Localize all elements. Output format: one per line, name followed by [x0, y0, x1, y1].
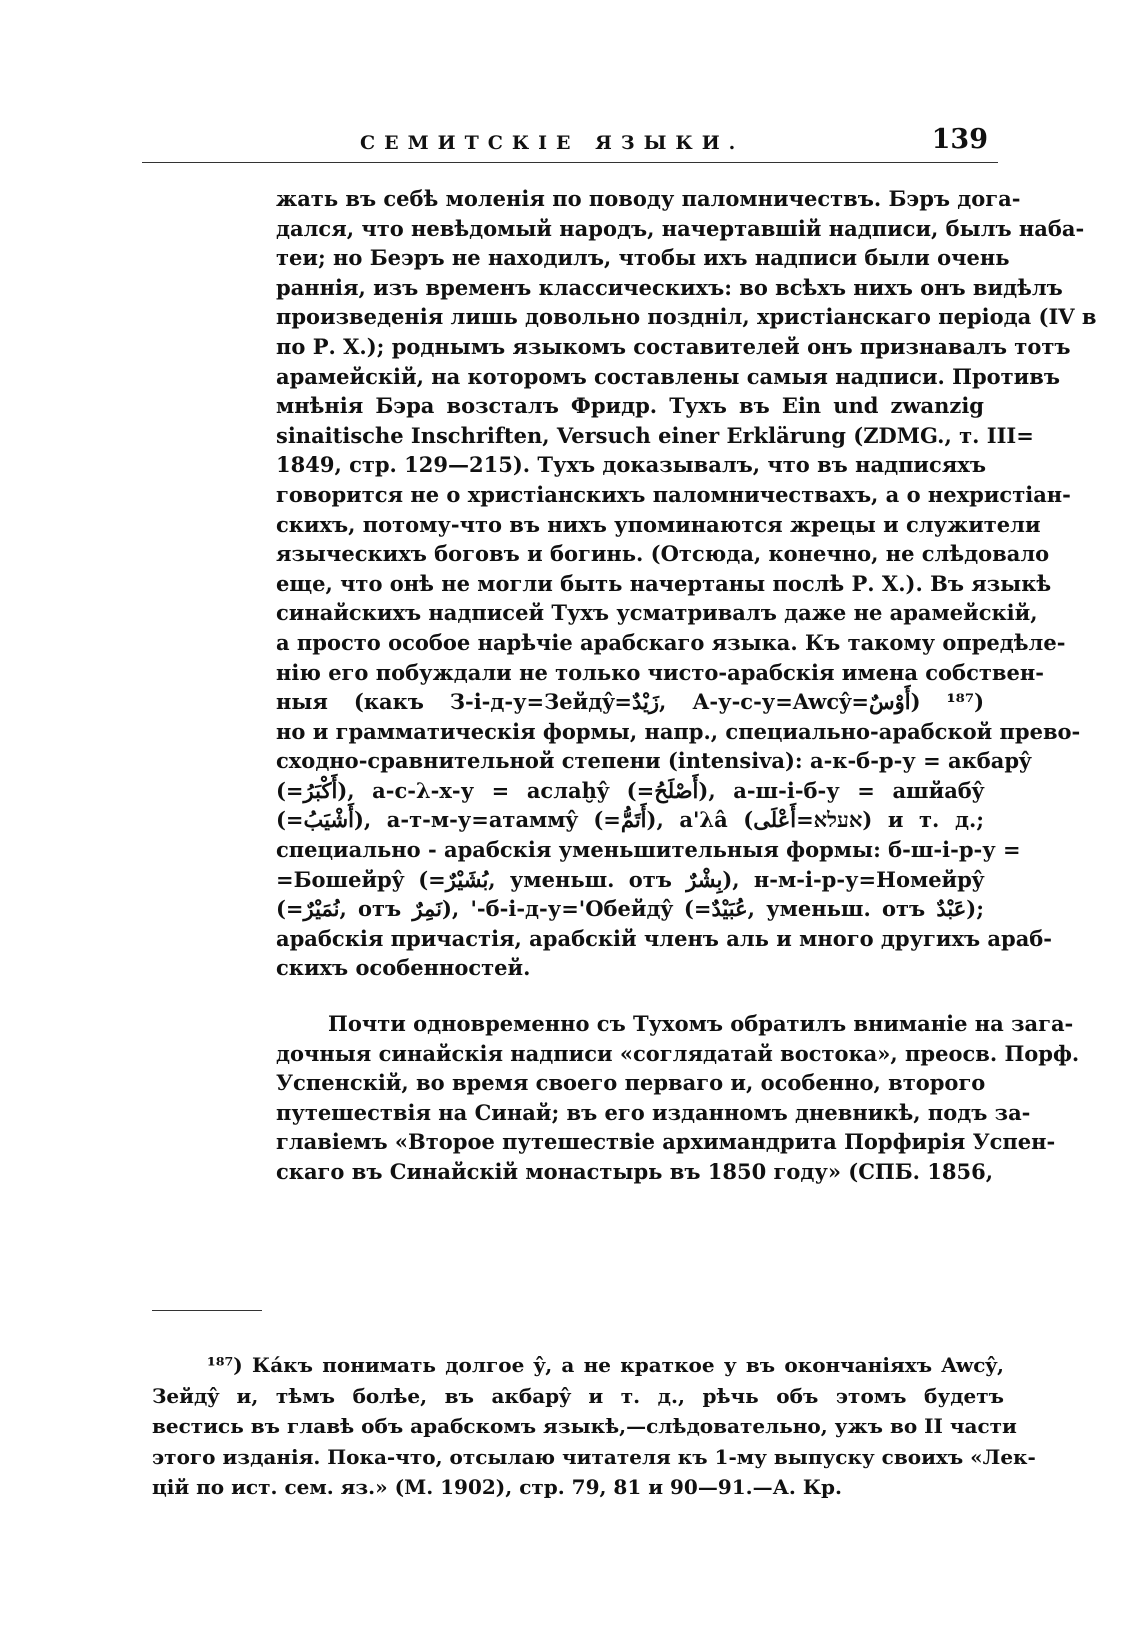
text-line: арамейскій, на которомъ составлены самыя надписи. Противъ — [276, 363, 1060, 389]
text-line: главіемъ «Второе путешествіе архимандрита Порфирія Успен- — [276, 1129, 1056, 1155]
running-title: СЕМИТСКІЕ ЯЗЫКИ. — [360, 132, 745, 154]
text-line: скихъ, потому-что въ нихъ упоминаются жрецы и служители — [276, 511, 1041, 537]
footnote-line: вестись въ главѣ объ арабскомъ языкѣ,—слѣдовательно, ужъ во II части — [152, 1414, 1017, 1438]
footnote-rule — [152, 1310, 262, 1311]
footnote-line: цій по ист. сем. яз.» (М. 1902), стр. 79, 81 и 90—91.—А. Кр. — [152, 1475, 842, 1499]
text-line: =Бошейрŷ (=بُشَيْرٌ, уменьш. отъ بِشْرٌ), н-м-і-р-у=Номейрŷ — [276, 866, 985, 892]
text-line: еще, что онѣ не могли быть начертаны послѣ Р. Х.). Въ языкѣ — [276, 570, 1052, 596]
header-rule — [142, 162, 998, 163]
text-line: путешествія на Синай; въ его изданномъ дневникѣ, подъ за- — [276, 1099, 1031, 1125]
text-line: 1849, стр. 129—215). Тухъ доказывалъ, что въ надписяхъ — [276, 452, 986, 478]
text-line: теи; но Беэръ не находилъ, чтобы ихъ надписи были очень — [276, 245, 1010, 271]
text-line: арабскія причастія, арабскій членъ аль и много другихъ араб- — [276, 925, 1053, 951]
text-line: (=أَكْبَرُ), а-с-λ-х-у = аслаḫŷ (=أَصْلَحُ), а-ш-і-б-у = ашйабŷ — [276, 777, 985, 803]
text-line: но и грамматическія формы, напр., специально-арабской прево- — [276, 718, 1081, 744]
paragraph-1 — [276, 184, 1097, 983]
text-line: синайскихъ надписей Тухъ усматривалъ даже не арамейскій, — [276, 600, 1038, 626]
text-line: раннія, изъ временъ классическихъ: во всѣхъ нихъ онъ видѣлъ — [276, 274, 1063, 300]
paragraph-2 — [276, 1009, 1080, 1187]
text-line: говорится не о христіанскихъ паломничествахъ, а о нехристіан- — [276, 481, 1071, 507]
text-line: sinaitische Inschriften, Versuch einer Erklärung (ZDMG., т. III= — [276, 422, 1034, 448]
text-line: дочныя синайскія надписи «соглядатай востока», преосв. Порф. — [276, 1040, 1080, 1066]
text-line: специально - арабскія уменьшительныя формы: б-ш-і-р-у = — [276, 837, 1021, 863]
text-line: языческихъ боговъ и богинь. (Отсюда, конечно, не слѣдовало — [276, 541, 1050, 567]
text-line: мнѣнія Бэра возсталъ Фридр. Тухъ въ Ein und zwanzig — [276, 393, 984, 419]
footnote-line: Зейдŷ и, тѣмъ болѣе, въ акбарŷ и т. д., рѣчь объ этомъ будетъ — [152, 1383, 1004, 1408]
text-line: Успенскій, во время своего перваго и, особенно, второго — [276, 1070, 986, 1096]
text-line: жать въ себѣ моленія по поводу паломничествъ. Бэръ дога- — [276, 186, 1021, 211]
text-line: (=نُمَيْرٌ, отъ نَمِرٌ), '-б-і-д-у='Обейдŷ (=عُبَيْدٌ, уменьш. отъ عَبْدٌ); — [276, 896, 984, 922]
text-line: по Р. Х.); роднымъ языкомъ составителей онъ признавалъ тотъ — [276, 333, 1071, 359]
text-line: Почти одновременно съ Тухомъ обратилъ вниманіе на зага- — [328, 1011, 1074, 1037]
page-number: 139 — [931, 124, 988, 155]
text-line: скаго въ Синайскій монастырь въ 1850 году» (СПБ. 1856, — [276, 1159, 994, 1184]
footnote-line: этого изданія. Пока-что, отсылаю читателя къ 1-му выпуску своихъ «Лек- — [152, 1444, 1036, 1469]
footnote-line: ¹⁸⁷) Кáкъ понимать долгое ŷ, а не краткое у въ окончаніяхъ Awсŷ, — [207, 1353, 1004, 1377]
main-text — [276, 184, 1097, 1187]
footnote-187 — [152, 1350, 1036, 1503]
text-line: дался, что невѣдомый народъ, начертавшій надписи, былъ наба- — [276, 215, 1085, 241]
text-line: а просто особое нарѣчіе арабскаго языка. Къ такому опредѣле- — [276, 629, 1066, 655]
text-line: нію его побуждали не только чисто-арабскія имена собствен- — [276, 659, 1044, 685]
paragraph-gap — [276, 983, 984, 1009]
text-line: произведенія лишь довольно поздніл, христіанскаго періода (IV в — [276, 304, 1097, 330]
text-line: ныя (какъ З-і-д-у=Зейдŷ=زَيْدٌ, А-у-с-у=Awсŷ=أَوْسٌ) ¹⁸⁷) — [276, 689, 985, 715]
text-line: сходно-сравнительной степени (intensiva): а-к-б-р-у = акбарŷ — [276, 748, 1032, 774]
text-line: (=أَشْيَبُ), а-т-м-у=атаммŷ (=أَتَمُّ), а'λâ (אעלא=أَعْلَى) и т. д.; — [276, 807, 985, 833]
page-header — [142, 118, 998, 164]
text-line: скихъ особенностей. — [276, 955, 531, 981]
